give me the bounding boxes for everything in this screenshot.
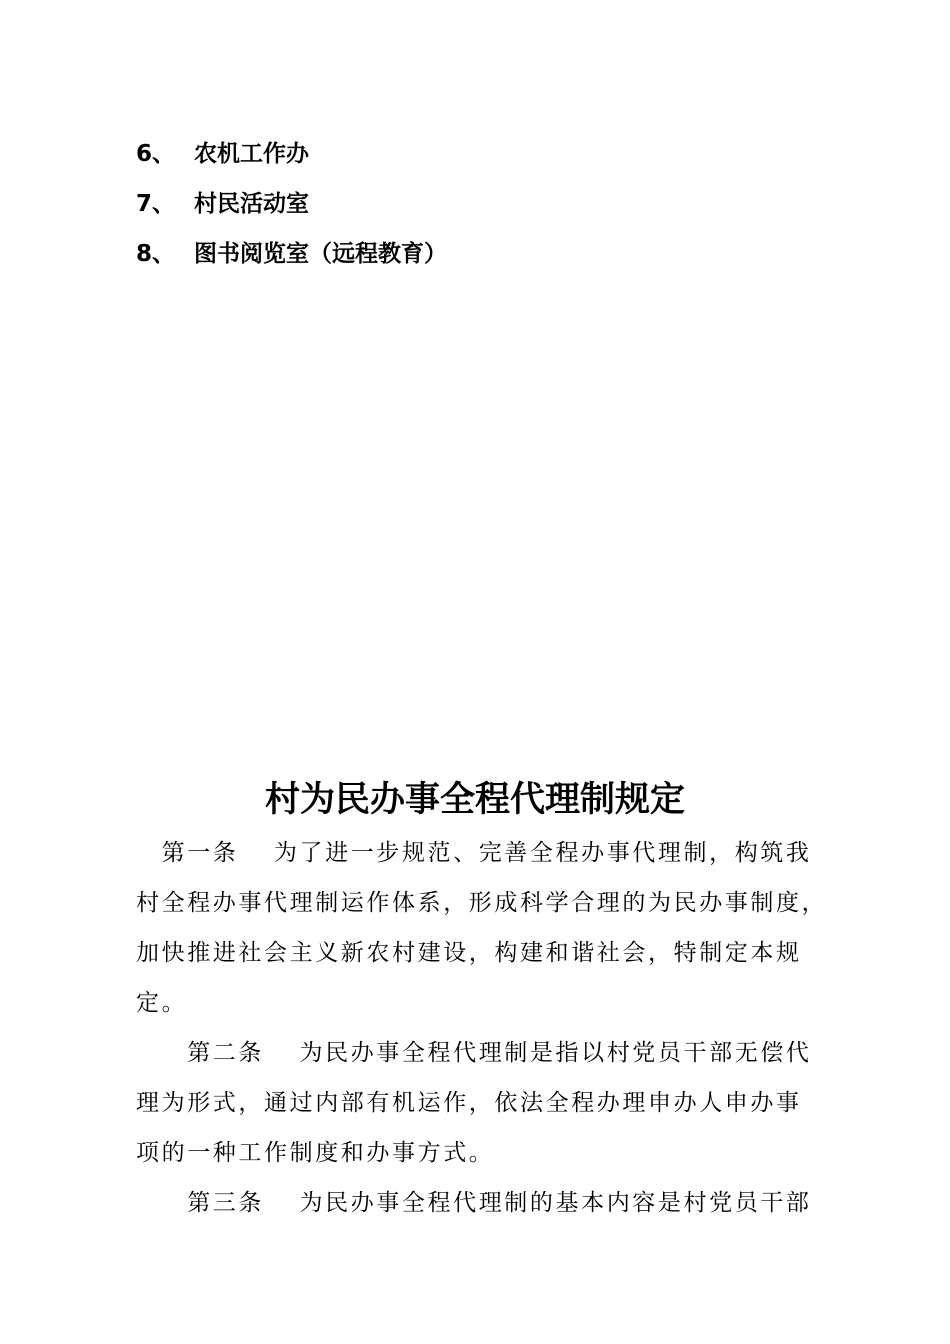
article-1-paragraph	[136, 828, 836, 1028]
text-line: 加快推进社会主义新农村建设，构建和谐社会，特制定本规	[136, 940, 802, 966]
text-line: 理为形式，通过内部有机运作，依法全程办理申办人申办事	[136, 1090, 802, 1116]
list-item-number: 7、	[136, 191, 176, 217]
article-2-paragraph	[136, 1028, 836, 1178]
text-line: 第二条 为民办事全程代理制是指以村党员干部无偿代	[136, 1040, 812, 1066]
list-item-number: 8、	[136, 241, 176, 267]
text-line: 项的一种工作制度和办事方式。	[136, 1140, 495, 1166]
list-item-number: 6、	[136, 141, 176, 167]
list-item	[136, 236, 447, 286]
text-line: 村全程办事代理制运作体系，形成科学合理的为民办事制度，	[136, 890, 828, 916]
list-item-label: 农机工作办	[194, 141, 309, 167]
text-line: 第一条 为了进一步规范、完善全程办事代理制，构筑我	[136, 840, 812, 866]
document-title: 村为民办事全程代理制规定	[264, 779, 685, 820]
list-item-label: 村民活动室	[194, 191, 309, 217]
facility-list	[136, 136, 447, 286]
list-item	[136, 186, 447, 236]
document-body	[136, 828, 836, 1228]
text-line: 定。	[136, 990, 188, 1016]
article-3-paragraph	[136, 1178, 836, 1228]
list-item	[136, 136, 447, 186]
list-item-label: 图书阅览室（远程教育）	[194, 241, 447, 267]
text-line: 第三条 为民办事全程代理制的基本内容是村党员干部	[136, 1190, 812, 1216]
